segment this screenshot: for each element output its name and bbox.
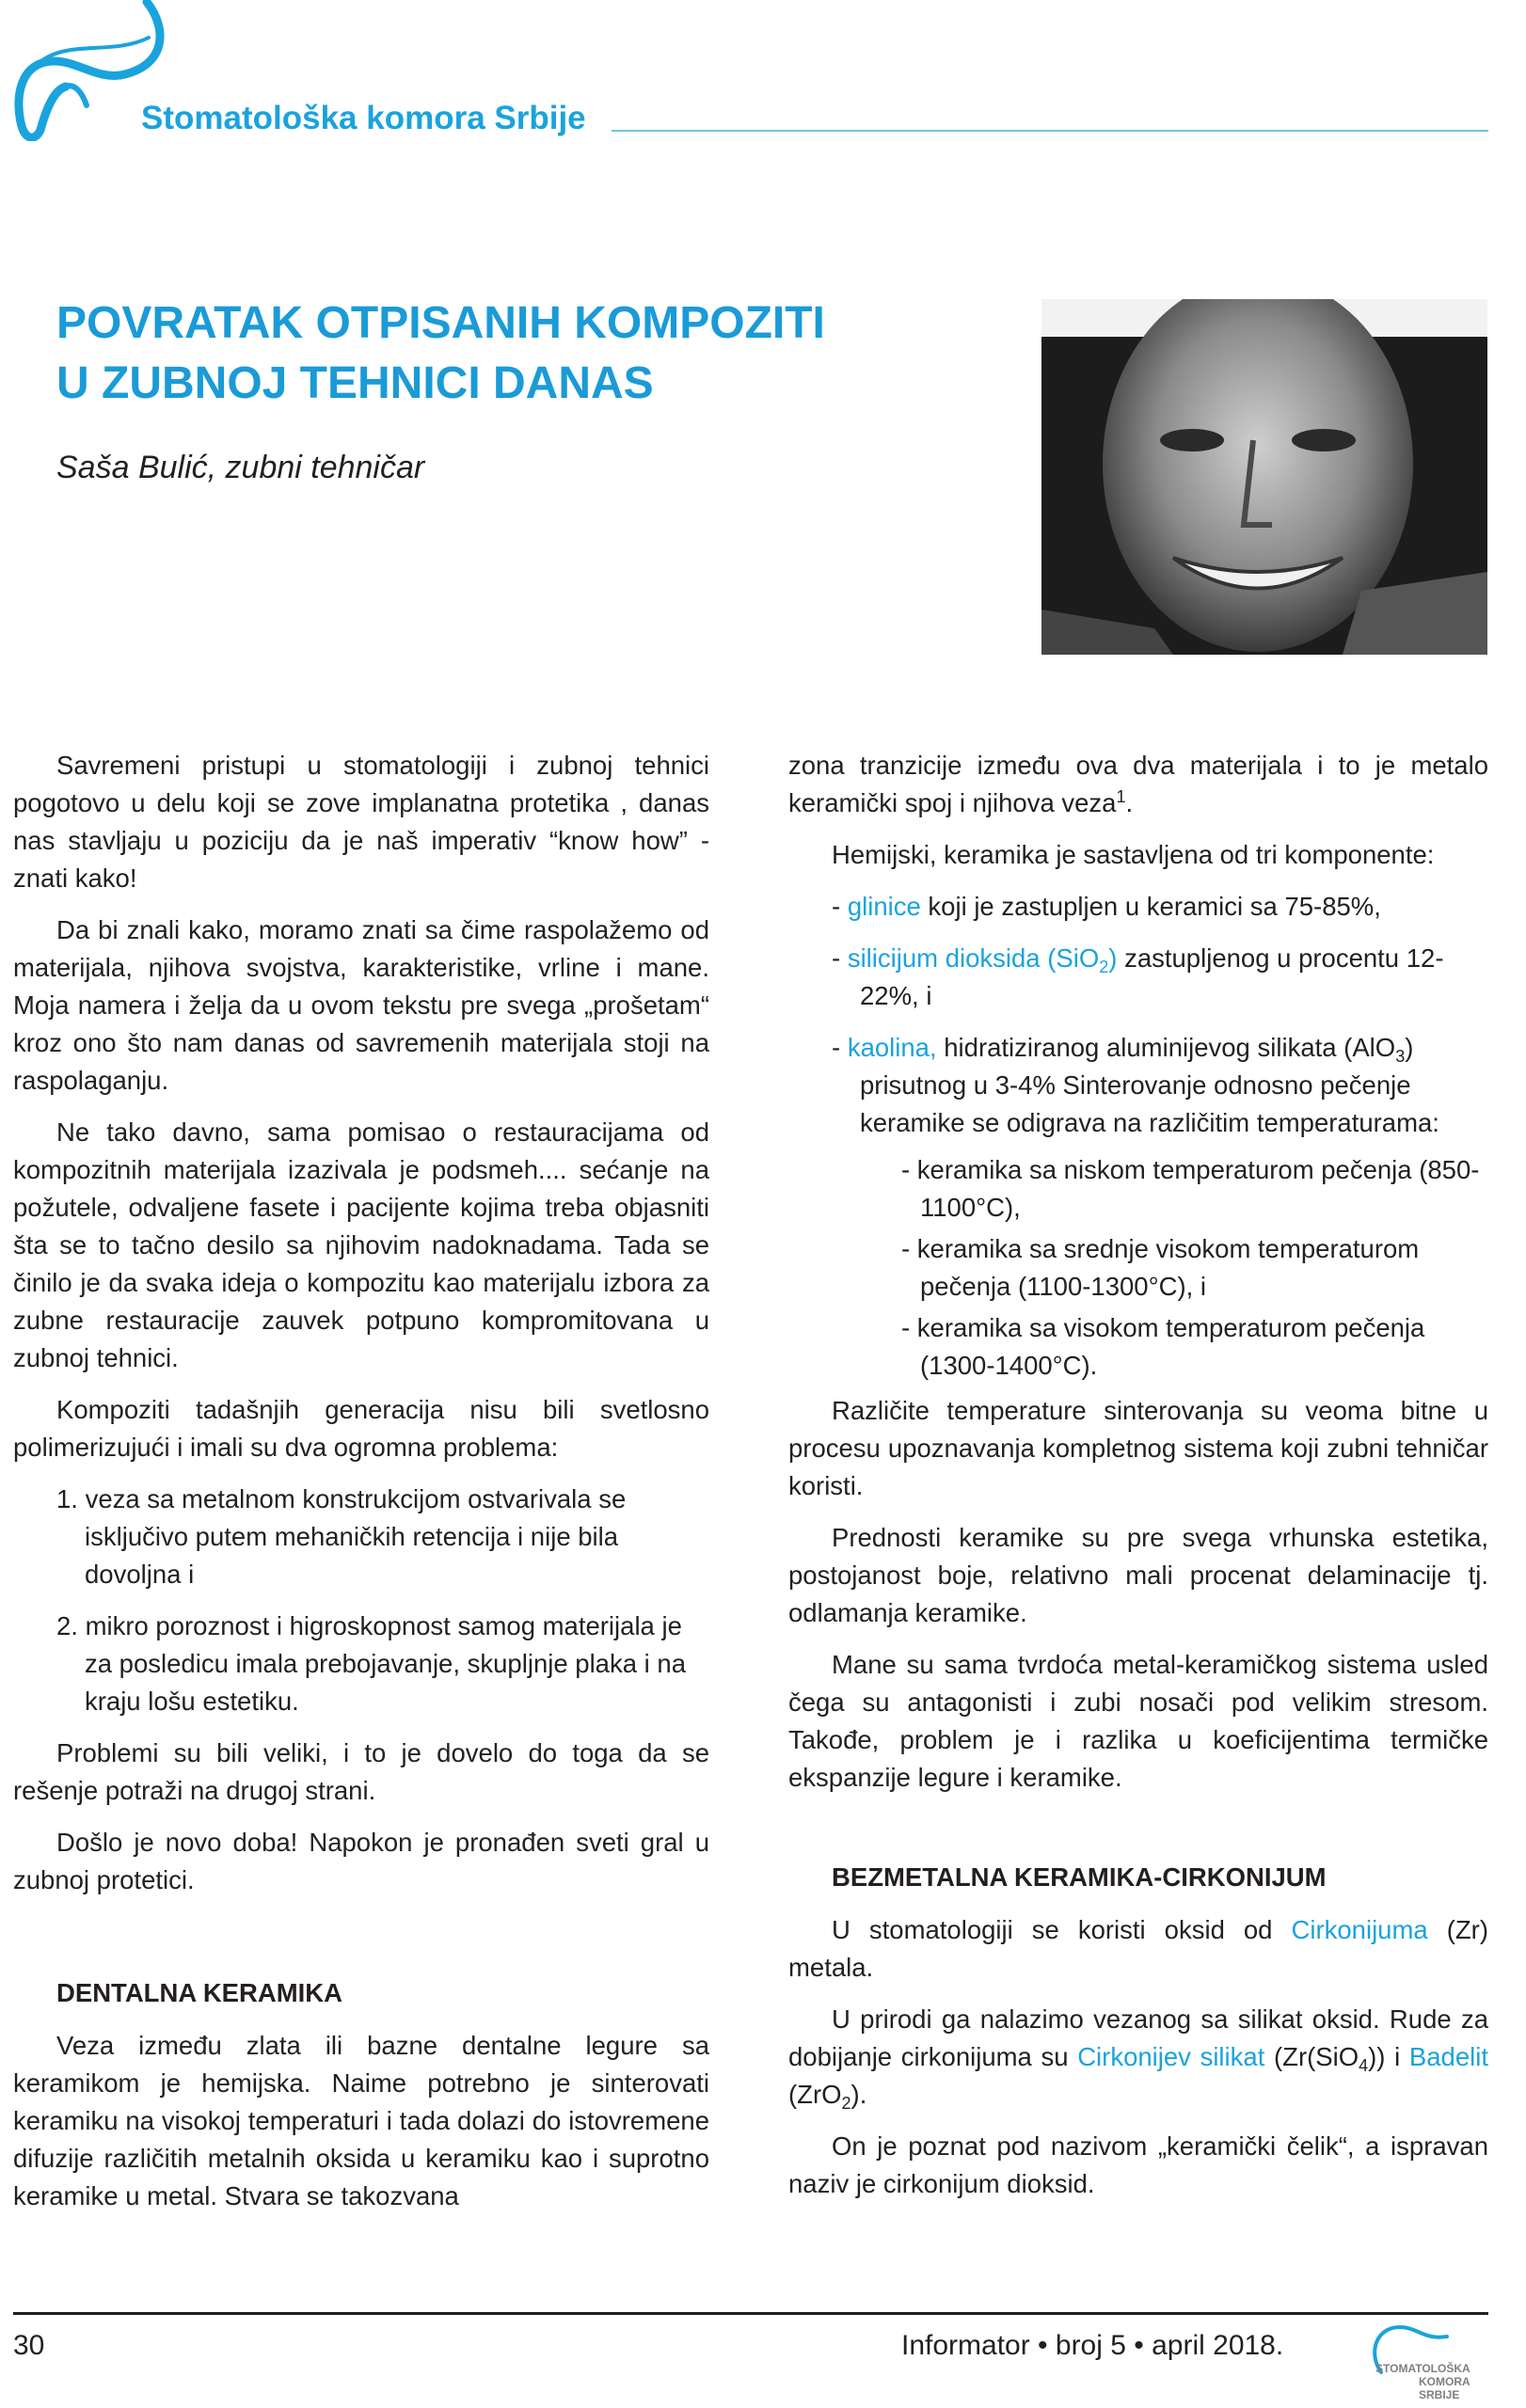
paragraph: Ne tako davno, sama pomisao o restauracijama od kompozitnih materijala izazivala je podsmeh.... sećanje na požutele, odvaljene fasete i pacijente kojima treba objasniti šta se to tačno desilo sa njihovim nadoknadama. Tada se činilo je da svaka ideja o kompozitu kao materijalu izbora za zubne restauracije zauvek potpuno kompromitovana u zubnoj tehnici.: [13, 1117, 709, 1372]
logo-line-3: SRBIJE: [1419, 2388, 1460, 2401]
left-column: [13, 747, 709, 2229]
section-heading: BEZMETALNA KERAMIKA-CIRKONIJUM: [832, 1862, 1327, 1892]
author-portrait: [1041, 299, 1487, 655]
logo-line-1: STOMATOLOŠKA: [1375, 2362, 1470, 2375]
right-column: [788, 747, 1488, 2217]
paragraph: Prednosti keramike su pre svega vrhunska estetika, postojanost boje, relativno mali procenat delaminacije tj. odlamanja keramike.: [788, 1523, 1488, 1627]
list-item: - silicijum dioksida (SiO$_2$) zastupljenog u procentu 12-22%, i: [832, 943, 1444, 1010]
article-author: Saša Bulić, zubni tehničar: [56, 450, 425, 485]
paragraph: Mane su sama tvrdoća metal-keramičkog sistema usled čega su antagonisti i zubi nosači pod velikim stresom. Takođe, problem je i razlika u koeficijentima termičke ekspanzije legure i keramike.: [788, 1650, 1488, 1792]
list-item: - kaolina, hidratiziranog aluminijevog silikata (AlO$_3$) prisutnog u 3-4% Sinterovanje odnosno pečenje keramike se odigrava na različitim temperaturama:: [832, 1033, 1439, 1137]
article-title-line-1: POVRATAK OTPISANIH KOMPOZITI: [56, 298, 825, 348]
paragraph: Problemi su bili veliki, i to je dovelo do toga da se rešenje potraži na drugoj strani.: [13, 1738, 709, 1805]
org-name: Stomatološka komora Srbije: [141, 100, 586, 136]
list-item: - keramika sa visokom temperaturom pečenja (1300-1400°C).: [901, 1313, 1425, 1380]
publication-info: Informator • broj 5 • april 2018.: [901, 2330, 1284, 2361]
paragraph: U prirodi ga nalazimo vezanog sa silikat oksid. Rude za dobijanje cirkonijuma su Cirkonijev silikat (Zr(SiO$_4$)) i Badelit (ZrO$_2$).: [788, 2004, 1488, 2113]
paragraph: Hemijski, keramika je sastavljena od tri komponente:: [832, 840, 1435, 869]
paragraph: Različite temperature sinterovanja su veoma bitne u procesu upoznavanja kompletnog sistema koji zubni tehničar koristi.: [788, 1396, 1488, 1500]
footer-rule: [13, 2312, 1488, 2315]
paragraph: U stomatologiji se koristi oksid od Cirkonijuma (Zr) metala.: [788, 1915, 1488, 1982]
header-rule: [612, 130, 1488, 132]
paragraph: Da bi znali kako, moramo znati sa čime raspolažemo od materijala, njihova svojstva, karakteristike, vrline i mane. Moja namera i želja da u ovom tekstu pre svega „prošetam“ kroz ono što nam danas od savremenih materijala stoji na raspolaganju.: [13, 915, 709, 1095]
list-item: - keramika sa niskom temperaturom pečenja (850-1100°C),: [901, 1155, 1480, 1222]
list-item: 2. mikro poroznost i higroskopnost samog materijala je za posledicu imala prebojavanje, skupljnje plaka i na kraju lošu estetiku.: [56, 1611, 686, 1716]
footer-logo-icon: [1362, 2316, 1488, 2404]
paragraph: Došlo je novo doba! Napokon je pronađen sveti gral u zubnoj protetici.: [13, 1828, 709, 1894]
article-title: [56, 293, 997, 414]
paragraph: Savremeni pristupi u stomatologiji i zubnoj tehnici pogotovo u delu koji se zove implanatna protetika , danas nas stavljaju u poziciju da je naš imperativ “know how” - znati kako!: [13, 751, 709, 893]
article-title-line-2: U ZUBNOJ TEHNICI DANAS: [56, 358, 654, 408]
section-heading: DENTALNA KERAMIKA: [56, 1978, 343, 2007]
page-number: 30: [13, 2330, 45, 2361]
paragraph: zona tranzicije između ova dva materijala i to je metalo keramički spoj i njihova veza$^1$.: [788, 751, 1488, 817]
list-item: 1. veza sa metalnom konstrukcijom ostvarivala se isključivo putem mehaničkih retencija i nije bila dovoljna i: [56, 1484, 627, 1589]
paragraph: Kompoziti tadašnjih generacija nisu bili svetlosno polimerizujući i imali su dva ogromna problema:: [13, 1395, 709, 1462]
list-item: - keramika sa srednje visokom temperaturom pečenja (1100-1300°C), i: [901, 1234, 1420, 1301]
paragraph: On je poznat pod nazivom „keramički čelik“, a ispravan naziv je cirkonijum dioksid.: [788, 2131, 1488, 2198]
logo-line-2: KOMORA: [1419, 2375, 1470, 2388]
paragraph: Veza između zlata ili bazne dentalne legure sa keramikom je hemijska. Naime potrebno je sinterovati keramiku na visokoj temperaturi i tada dolazi do istovremene difuzije različitih metalnih oksida u keramiku kao i suprotno keramike u metal. Stvara se takozvana: [13, 2031, 709, 2210]
list-item: - glinice koji je zastupljen u keramici sa 75-85%,: [832, 892, 1381, 921]
